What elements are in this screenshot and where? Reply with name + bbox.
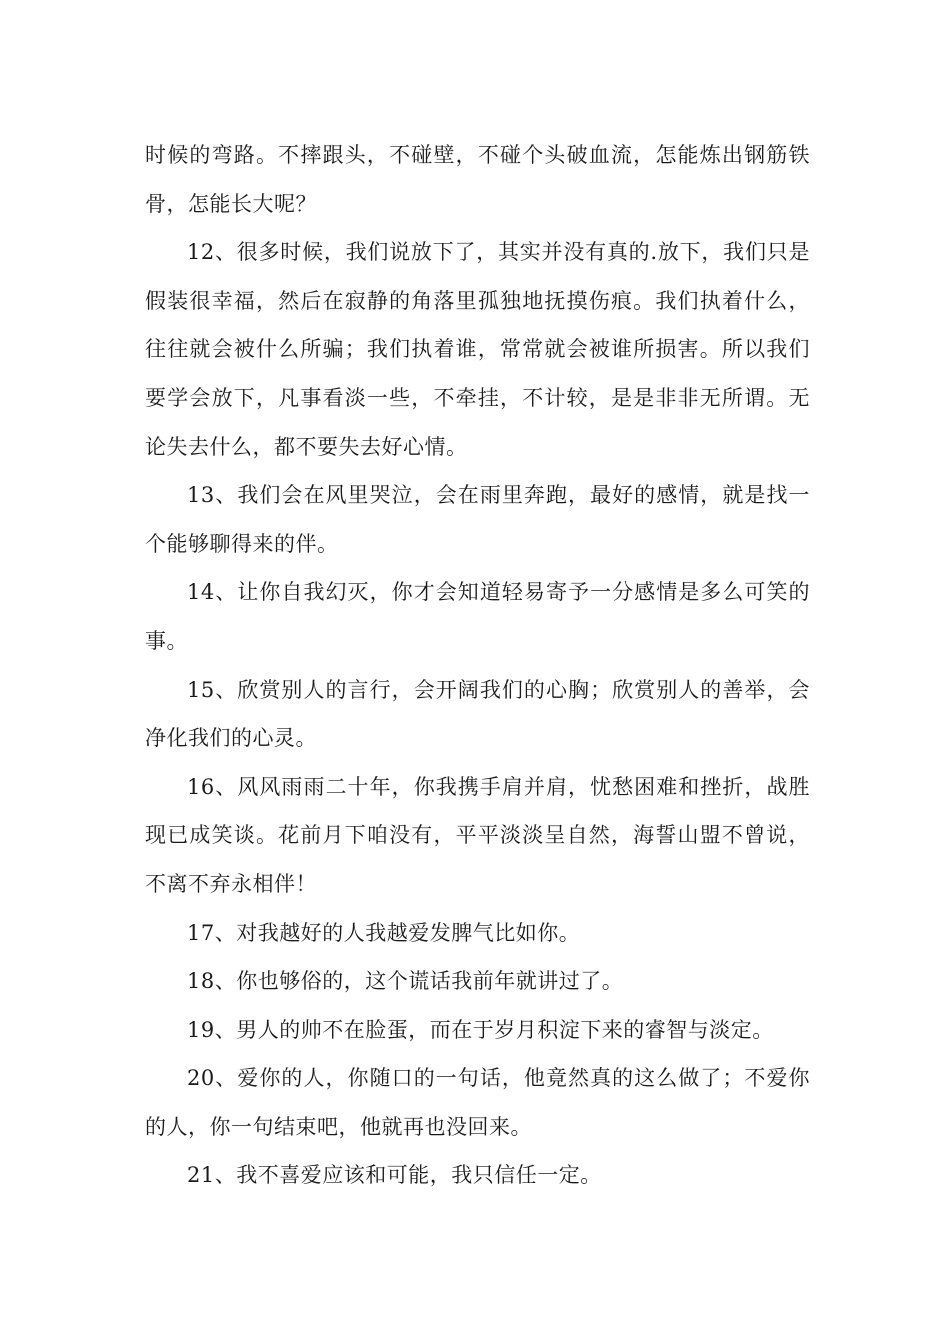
paragraph-item-16: 16、风风雨雨二十年，你我携手肩并肩，忧愁困难和挫折，战胜现已成笑谈。花前月下咱没有，平平淡淡呈自然，海誓山盟不曾说，不离不弃永相伴！ [145, 774, 810, 896]
paragraph-item-15: 15、欣赏别人的言行，会开阔我们的心胸；欣赏别人的善举，会净化我们的心灵。 [145, 677, 810, 751]
document-body [145, 131, 810, 1200]
paragraph-item-19: 19、男人的帅不在脸蛋，而在于岁月积淀下来的睿智与淡定。 [187, 1017, 774, 1042]
paragraph-item-13: 13、我们会在风里哭泣，会在雨里奔跑，最好的感情，就是找一个能够聊得来的伴。 [145, 483, 810, 556]
paragraph-item-12: 12、很多时候，我们说放下了，其实并没有真的.放下，我们只是假装很幸福，然后在寂静的角落里孤独地抚摸伤痕。我们执着什么，往往就会被什么所骗；我们执着谁，常常就会被谁所损害。所以我们要学会放下，凡事看淡一些，不牵挂，不计较，是是非非无所谓。无论失去什么，都不要失去好心情。 [145, 240, 810, 459]
paragraph-continuation: 时候的弯路。不摔跟头，不碰壁，不碰个头破血流，怎能炼出钢筋铁骨，怎能长大呢？ [145, 143, 810, 216]
paragraph-item-20: 20、爱你的人，你随口的一句话，他竟然真的这么做了；不爱你的人，你一句结束吧，他就再也没回来。 [145, 1066, 810, 1139]
paragraph-item-17: 17、对我越好的人我越爱发脾气比如你。 [187, 920, 581, 945]
paragraph-item-14: 14、让你自我幻灭，你才会知道轻易寄予一分感情是多么可笑的事。 [145, 580, 810, 653]
paragraph-item-21: 21、我不喜爱应该和可能，我只信任一定。 [187, 1163, 602, 1188]
paragraph-item-18: 18、你也够俗的，这个谎话我前年就讲过了。 [187, 969, 624, 994]
